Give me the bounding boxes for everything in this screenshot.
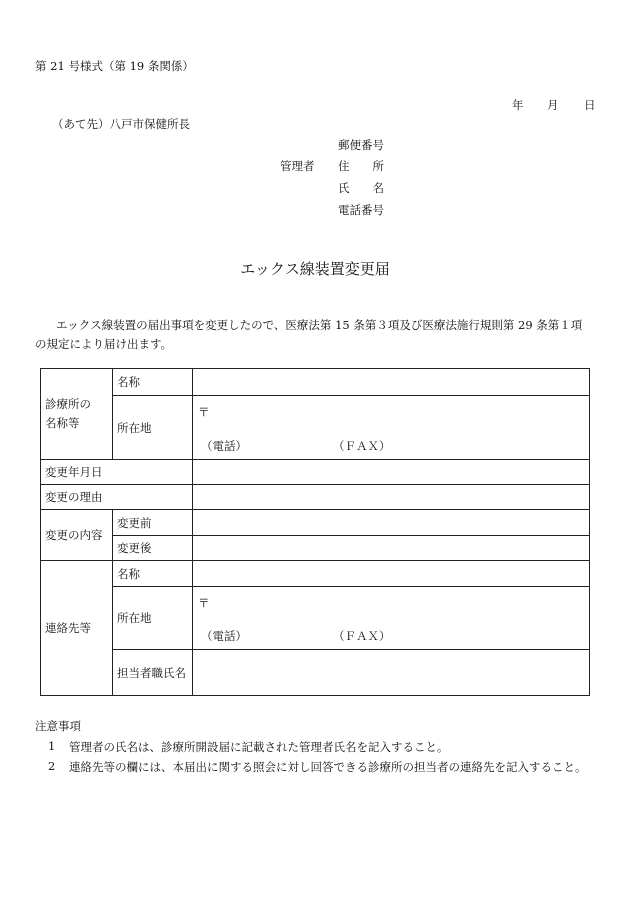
note-number: 1 xyxy=(48,739,56,753)
addressee: （あて先）八戸市保健所長 xyxy=(52,117,190,131)
clinic-location-field[interactable] xyxy=(193,396,590,460)
applicant-role: 管理者 xyxy=(280,159,315,173)
date-month-label: 月 xyxy=(547,98,559,112)
contact-group-label: 連絡先等 xyxy=(41,561,113,696)
date-day-label: 日 xyxy=(584,98,596,112)
clinic-name-field[interactable] xyxy=(193,369,590,396)
date-year-label: 年 xyxy=(512,98,524,112)
applicant-name-label: 氏 名 xyxy=(338,181,384,195)
clinic-location-label: 所在地 xyxy=(113,396,193,460)
document-title: エックス線装置変更届 xyxy=(240,260,390,278)
contact-tel-label: （電話） xyxy=(201,629,247,643)
notification-form-table xyxy=(40,368,590,696)
applicant-phone-label: 電話番号 xyxy=(338,203,384,217)
applicant-address-label: 住 所 xyxy=(338,159,384,173)
change-date-label: 変更年月日 xyxy=(41,460,193,485)
body-text-line-2: の規定により届け出ます。 xyxy=(35,337,173,351)
after-label: 変更後 xyxy=(113,536,193,561)
body-text-line-1: エックス線装置の届出事項を変更したので、医療法第 15 条第３項及び医療法施行規則第 29 条第１項 xyxy=(56,318,583,332)
contact-name-field[interactable] xyxy=(193,561,590,587)
contact-location-label: 所在地 xyxy=(113,587,193,650)
applicant-postal-label: 郵便番号 xyxy=(338,138,384,152)
clinic-postal-mark: 〒 xyxy=(198,405,210,419)
contact-location-field[interactable] xyxy=(193,587,590,650)
before-field[interactable] xyxy=(193,510,590,536)
note-text: 管理者の氏名は、診療所開設届に記載された管理者氏名を記入すること。 xyxy=(69,740,449,754)
contact-fax-label: （ＦＡＸ） xyxy=(333,629,391,643)
before-label: 変更前 xyxy=(113,510,193,536)
clinic-fax-label: （ＦＡＸ） xyxy=(333,439,391,453)
after-field[interactable] xyxy=(193,536,590,561)
change-reason-field[interactable] xyxy=(193,485,590,510)
contact-person-label: 担当者職氏名 xyxy=(113,650,193,696)
contact-person-field[interactable] xyxy=(193,650,590,696)
change-reason-label: 変更の理由 xyxy=(41,485,193,510)
notes-heading: 注意事項 xyxy=(35,719,81,733)
note-text: 連絡先等の欄には、本届出に関する照会に対し回答できる診療所の担当者の連絡先を記入すること。 xyxy=(69,760,587,774)
clinic-name-label: 名称 xyxy=(113,369,193,396)
clinic-group-label xyxy=(41,369,113,460)
contact-postal-mark: 〒 xyxy=(198,596,210,610)
clinic-group-text: 診療所の 名称等 xyxy=(45,397,91,430)
contact-name-label: 名称 xyxy=(113,561,193,587)
note-number: 2 xyxy=(48,759,56,773)
change-date-field[interactable] xyxy=(193,460,590,485)
form-number: 第 21 号様式（第 19 条関係） xyxy=(35,59,194,73)
clinic-tel-label: （電話） xyxy=(201,439,247,453)
change-content-label: 変更の内容 xyxy=(41,510,113,561)
